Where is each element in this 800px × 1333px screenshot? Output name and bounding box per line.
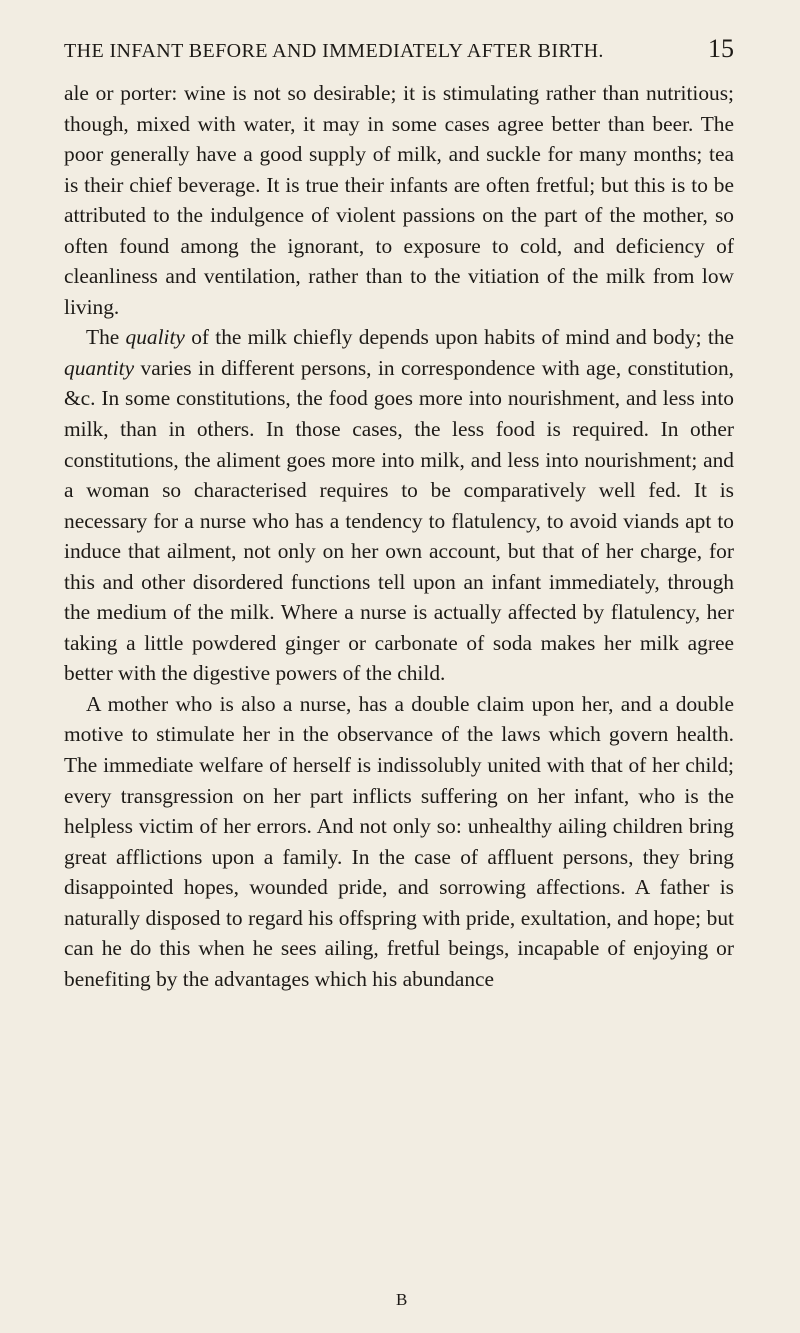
running-title: THE INFANT BEFORE AND IMMEDIATELY AFTER BIRTH. xyxy=(64,40,604,62)
paragraph-1 xyxy=(64,78,734,322)
text-run: ale or porter: wine is not so desirable; it is stimulating rather than nutritious; though, mixed with water, it may in some cases agree better than beer. The poor generally have a good supply of milk, and suckle for many months; tea is their chief beverage. It is true their infants are often fretful; but this is to be attributed to the indulgence of violent passions on the part of the mother, so often found among the ignorant, to exposure to cold, and deficiency of cleanliness and ventilation, rather than to the vitiation of the milk from low living. xyxy=(64,81,734,319)
body-text xyxy=(64,78,734,994)
text-run: of the milk chiefly depends upon habits of mind and body; the xyxy=(184,325,735,350)
italic-term: quantity xyxy=(64,355,135,380)
paragraph-2 xyxy=(64,322,734,689)
text-run: A mother who is also a nurse, has a double claim upon her, and a double motive to stimulate her in the observance of the laws which govern health. The immediate welfare of herself is indissolubly united with that of her child; every transgression on her part inflicts suffering on her infant, who is the helpless victim of her errors. And not only so: unhealthy ailing children bring great afflictions upon a family. In the case of affluent persons, they bring disappointed hopes, wounded pride, and sorrowing affections. A father is naturally disposed to regard his offspring with pride, exultation, and hope; but can he do this when he sees ailing, fretful beings, incapable of enjoying or benefiting by the advantages which his abundance xyxy=(64,691,734,991)
italic-term: quality xyxy=(125,325,185,350)
signature-mark: B xyxy=(396,1290,408,1309)
text-run: The xyxy=(86,325,126,350)
page-number: 15 xyxy=(708,34,734,63)
text-run: varies in different persons, in correspondence with age, constitution, &c. In some constitutions, the food goes more into nourishment, and less into milk, than in others. In those cases, the less food is required. In other constitutions, the aliment goes more into milk, and less into nourishment; and a woman so characterised requires to be comparatively well fed. It is necessary for a nurse who has a tendency to flatulency, to avoid viands apt to induce that ailment, not only on her own account, but that of her charge, for this and other disordered functions tell upon an infant immediately, through the medium of the milk. Where a nurse is actually affected by flatulency, her taking a little powdered ginger or carbonate of soda makes her milk agree better with the digestive powers of the child. xyxy=(64,355,734,686)
paragraph-3 xyxy=(64,689,734,994)
running-head xyxy=(64,34,734,70)
